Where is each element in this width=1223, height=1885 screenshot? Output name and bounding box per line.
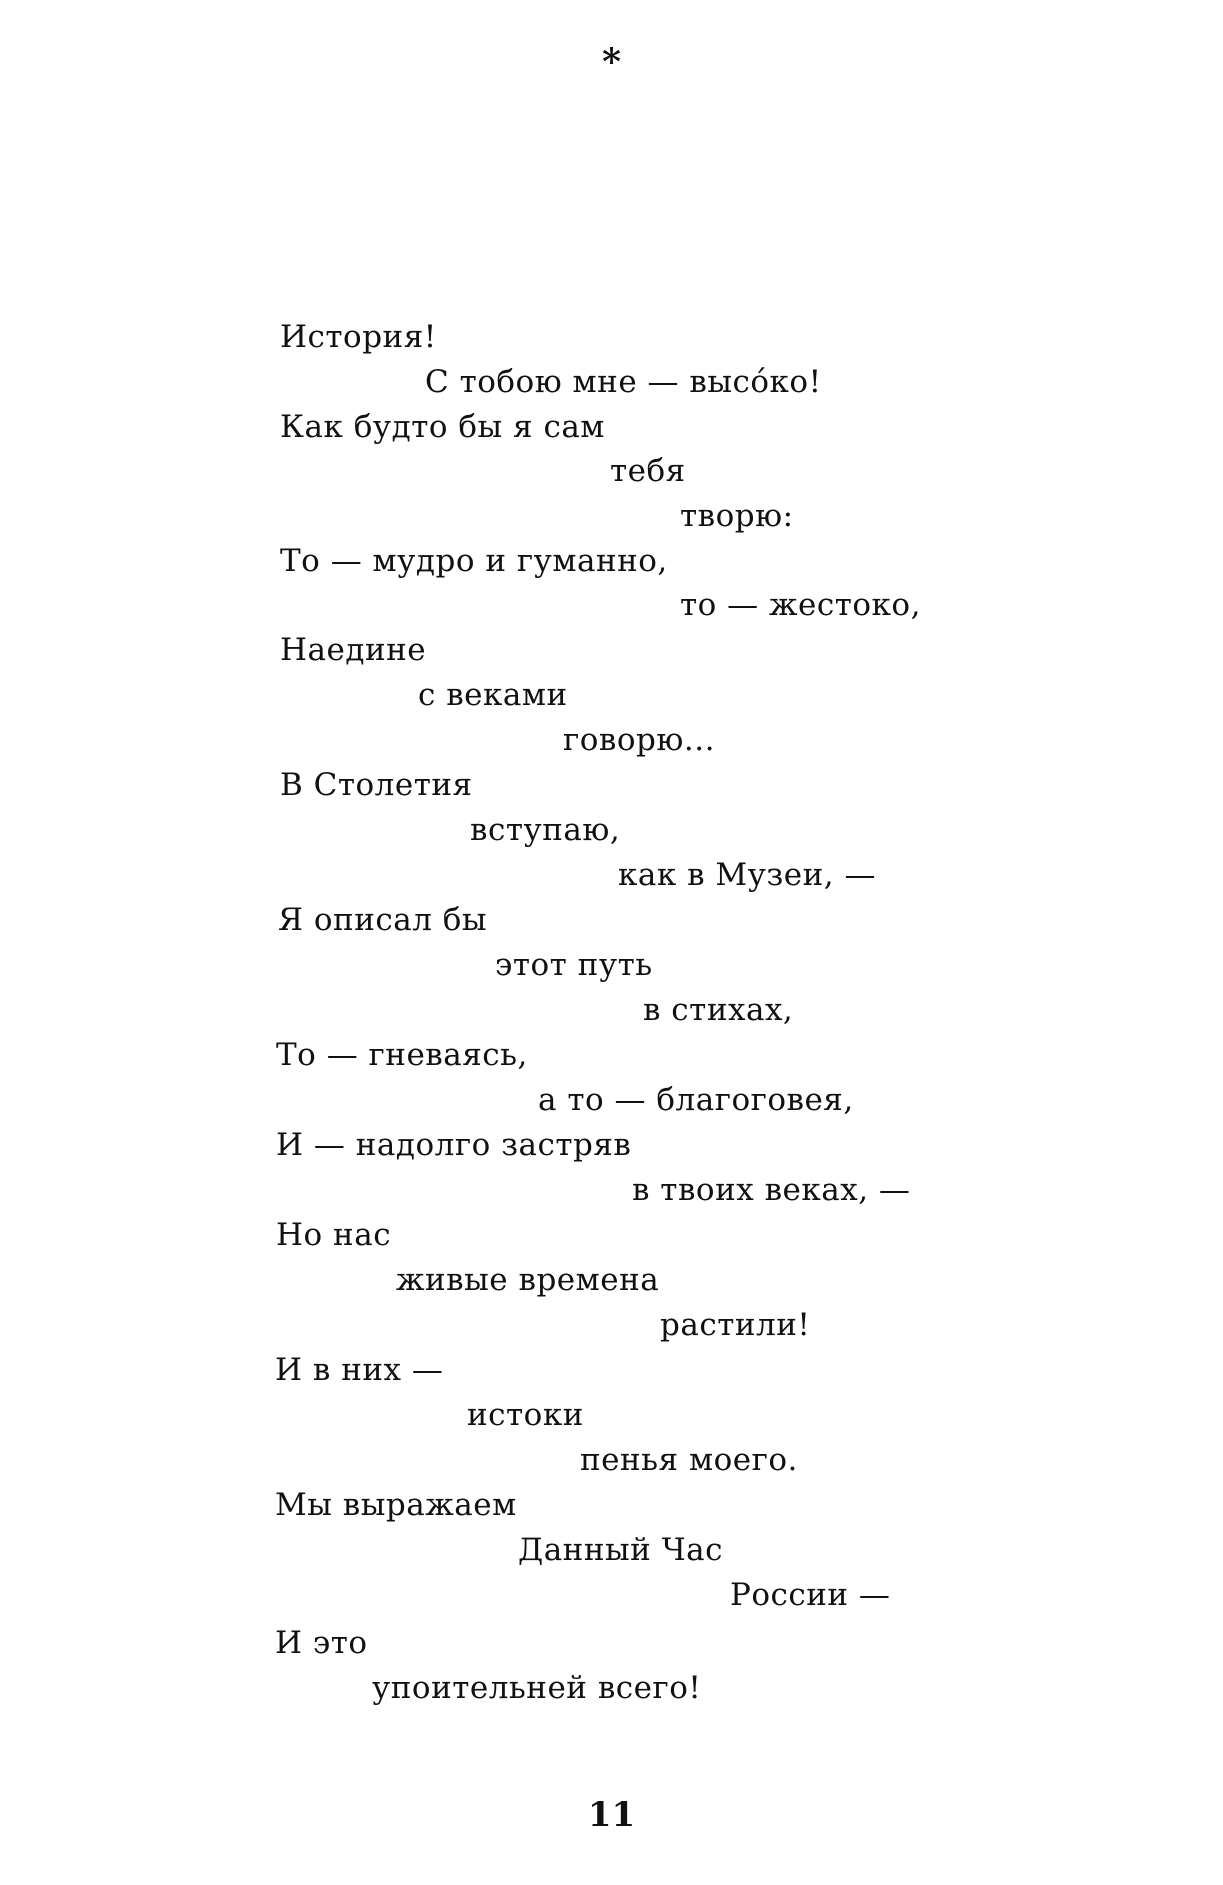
poem-line: История! — [280, 319, 437, 355]
poem-line: Данный Час — [518, 1532, 724, 1568]
poem-line: Как будто бы я сам — [280, 409, 605, 445]
poem-line: Но нас — [276, 1217, 392, 1253]
poem-line: живые времена — [396, 1262, 660, 1298]
poem-line: В Столетия — [280, 767, 473, 803]
poem-line: говорю... — [563, 722, 715, 758]
poem-line: России — — [730, 1577, 891, 1613]
poem-line: Я описал бы — [278, 902, 488, 938]
poem-line: истоки — [467, 1397, 584, 1433]
poem-line: То — мудро и гуманно, — [280, 543, 668, 579]
poem-line: То — гневаясь, — [276, 1037, 528, 1073]
poem-line: И в них — — [275, 1352, 444, 1388]
poem-line: И это — [275, 1625, 368, 1661]
poem-line: пенья моего. — [580, 1442, 798, 1478]
poem-line: этот путь — [495, 947, 653, 983]
poem-line: как в Музеи, — — [618, 857, 876, 893]
page-number: 11 — [587, 1795, 636, 1835]
poem-line: С тобою мне — высо́ко! — [425, 364, 822, 400]
poem-line: а то — благоговея, — [538, 1082, 854, 1118]
poem-line: творю: — [680, 498, 794, 534]
poem-line: тебя — [610, 453, 686, 489]
poem-line: Мы выражаем — [275, 1487, 517, 1523]
poem-line: Наедине — [280, 632, 427, 668]
poem-line: И — надолго застряв — [276, 1127, 632, 1163]
poem-line: то — жестоко, — [680, 587, 921, 623]
poem-line: упоительней всего! — [372, 1670, 702, 1706]
poem-line: растили! — [660, 1307, 811, 1343]
poem-line: с веками — [418, 677, 568, 713]
poem-line: вступаю, — [470, 812, 621, 848]
poem-line: в твоих веках, — — [632, 1172, 911, 1208]
section-ornament: * — [602, 41, 621, 83]
poem-line: в стихах, — [643, 992, 794, 1028]
